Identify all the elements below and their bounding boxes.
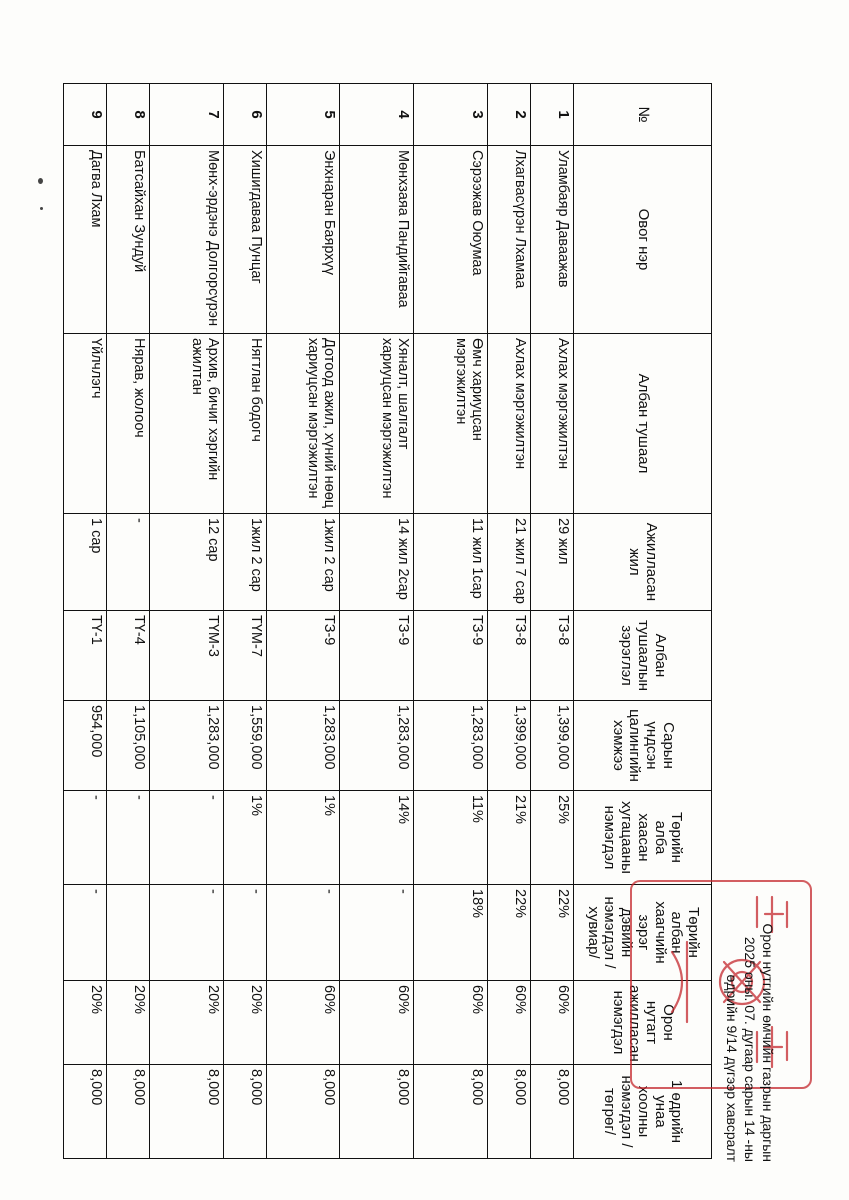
table-row xyxy=(223,84,266,1159)
cell-local-bonus: 20% xyxy=(149,981,223,1065)
header-cell: Төрийн алба хаасан хугацааны нэмэгдэл xyxy=(574,791,712,885)
cell-service-bonus: 25% xyxy=(531,791,574,885)
cell-salary: 1,283,000 xyxy=(414,701,488,791)
cell-service-bonus: 1% xyxy=(223,791,266,885)
salary-table xyxy=(63,83,712,1159)
table-body xyxy=(64,84,574,1159)
cell-service-bonus: 21% xyxy=(488,791,531,885)
cell-meal-bonus: 8,000 xyxy=(266,1065,340,1159)
header-cell: 1 өдрийн унаа хоолны нэмэгдэл /төгрөг/ xyxy=(574,1065,712,1159)
cell-position: Нярав, жолооч xyxy=(107,334,150,514)
cell-local-bonus: 60% xyxy=(340,981,414,1065)
table-row xyxy=(149,84,223,1159)
cell-name: Мөнхзаяа Пандийгаваа xyxy=(340,146,414,334)
cell-rank-bonus: 22% xyxy=(488,885,531,981)
cell-name: Мөнх-эрдэнэ Долгорсүрэн xyxy=(149,146,223,334)
cell-grade: ТҮ-1 xyxy=(64,611,107,701)
salary-table-rotated xyxy=(63,83,712,1158)
cell-meal-bonus: 8,000 xyxy=(414,1065,488,1159)
header-cell: Төрийн албан хаагчийн зэрэг дэвийн нэмэгдэл /хувиар/ xyxy=(574,885,712,981)
table-row xyxy=(531,84,574,1159)
cell-name: Уламбаяр Даваажав xyxy=(531,146,574,334)
cell-local-bonus: 20% xyxy=(64,981,107,1065)
cell-salary: 1,283,000 xyxy=(149,701,223,791)
cell-num: 1 xyxy=(531,84,574,146)
cell-local-bonus: 60% xyxy=(488,981,531,1065)
cell-meal-bonus: 8,000 xyxy=(107,1065,150,1159)
cell-years: 11 жил 1сар xyxy=(414,514,488,611)
header-cell: Ажилласан жил xyxy=(574,514,712,611)
cell-years: - xyxy=(107,514,150,611)
cell-rank-bonus: - xyxy=(64,885,107,981)
cell-position: Дотоод ажил, хүний нөөц хариуцсан мэргэжилтэн xyxy=(266,334,340,514)
cell-salary: 1,105,000 xyxy=(107,701,150,791)
header-cell: Албан тушаалын зэрэглэл xyxy=(574,611,712,701)
header-cell: Овог нэр xyxy=(574,146,712,334)
cell-num: 7 xyxy=(149,84,223,146)
cell-meal-bonus: 8,000 xyxy=(340,1065,414,1159)
cell-years: 21 жил 7 сар xyxy=(488,514,531,611)
cell-position: Өмч хариуцсан мэргэжилтэн xyxy=(414,334,488,514)
cell-service-bonus: - xyxy=(107,791,150,885)
table-row xyxy=(340,84,414,1159)
table-row xyxy=(266,84,340,1159)
cell-rank-bonus: 18% xyxy=(414,885,488,981)
cell-local-bonus: 60% xyxy=(531,981,574,1065)
header-cell: № xyxy=(574,84,712,146)
cell-local-bonus: 60% xyxy=(266,981,340,1065)
cell-meal-bonus: 8,000 xyxy=(531,1065,574,1159)
cell-grade: ТЗ-8 xyxy=(488,611,531,701)
cell-salary: 1,559,000 xyxy=(223,701,266,791)
cell-name: Сэрээжав Оюумаа xyxy=(414,146,488,334)
cell-meal-bonus: 8,000 xyxy=(488,1065,531,1159)
cell-salary: 954,000 xyxy=(64,701,107,791)
cell-local-bonus: 20% xyxy=(223,981,266,1065)
cell-grade: ТЗ-8 xyxy=(531,611,574,701)
cell-meal-bonus: 8,000 xyxy=(64,1065,107,1159)
caption-line-2: 2025 оны. 07. дугаар сарын 14 -ны xyxy=(741,936,758,1162)
cell-local-bonus: 20% xyxy=(107,981,150,1065)
cell-local-bonus: 60% xyxy=(414,981,488,1065)
scan-speck xyxy=(40,207,43,210)
cell-grade: ТЗ-9 xyxy=(266,611,340,701)
cell-num: 3 xyxy=(414,84,488,146)
cell-grade: ТЗ-9 xyxy=(340,611,414,701)
cell-years: 29 жил xyxy=(531,514,574,611)
cell-years: 1жил 2 сар xyxy=(266,514,340,611)
cell-grade: ТЗ-9 xyxy=(414,611,488,701)
cell-years: 1жил 2 сар xyxy=(223,514,266,611)
appendix-caption xyxy=(657,842,777,1162)
cell-name: Батсайхан Зундуй xyxy=(107,146,150,334)
cell-position: Архив, бичиг хэргийн ажилтан xyxy=(149,334,223,514)
cell-years: 12 сар xyxy=(149,514,223,611)
cell-num: 2 xyxy=(488,84,531,146)
table-row xyxy=(488,84,531,1159)
cell-rank-bonus: - xyxy=(266,885,340,981)
cell-rank-bonus: - xyxy=(223,885,266,981)
cell-salary: 1,399,000 xyxy=(531,701,574,791)
cell-rank-bonus: - xyxy=(149,885,223,981)
caption-line-1: Орон нутгийн өмчийн газрын даргын xyxy=(760,923,776,1162)
cell-name: Энхнаран Баярхүү xyxy=(266,146,340,334)
header-cell: Сарын үндсэн цалингийн хэмжээ xyxy=(574,701,712,791)
cell-grade: ТҮМ-7 xyxy=(223,611,266,701)
cell-num: 8 xyxy=(107,84,150,146)
cell-name: Лхагвасүрэн Лхамаа xyxy=(488,146,531,334)
cell-years: 1 сар xyxy=(64,514,107,611)
cell-service-bonus: 14% xyxy=(340,791,414,885)
table-row xyxy=(107,84,150,1159)
cell-salary: 1,399,000 xyxy=(488,701,531,791)
cell-grade: ТҮМ-3 xyxy=(149,611,223,701)
cell-rank-bonus xyxy=(107,885,150,981)
cell-num: 6 xyxy=(223,84,266,146)
cell-salary: 1,283,000 xyxy=(266,701,340,791)
table-row xyxy=(64,84,107,1159)
cell-num: 4 xyxy=(340,84,414,146)
header-cell: Албан тушаал xyxy=(574,334,712,514)
cell-name: Дагва Лхам xyxy=(64,146,107,334)
scan-speck xyxy=(38,178,43,184)
cell-rank-bonus: - xyxy=(340,885,414,981)
cell-service-bonus: 11% xyxy=(414,791,488,885)
cell-meal-bonus: 8,000 xyxy=(149,1065,223,1159)
header-cell: Орон нутагт ажилласан нэмэгдэл xyxy=(574,981,712,1065)
cell-position: Хяналт, шалгалт хариуцсан мэргэжилтэн xyxy=(340,334,414,514)
cell-num: 9 xyxy=(64,84,107,146)
cell-service-bonus: - xyxy=(149,791,223,885)
cell-position: Нягтлан бодогч xyxy=(223,334,266,514)
caption-line-3: өдрийн 9/14 дүгээр хавсралт xyxy=(723,974,740,1162)
cell-num: 5 xyxy=(266,84,340,146)
cell-service-bonus: 1% xyxy=(266,791,340,885)
cell-position: Ахлах мэргэжилтэн xyxy=(531,334,574,514)
cell-meal-bonus: 8,000 xyxy=(223,1065,266,1159)
cell-rank-bonus: 22% xyxy=(531,885,574,981)
cell-salary: 1,283,000 xyxy=(340,701,414,791)
table-row xyxy=(414,84,488,1159)
cell-grade: ТҮ-4 xyxy=(107,611,150,701)
cell-years: 14 жил 2сар xyxy=(340,514,414,611)
cell-position: Ахлах мэргэжилтэн xyxy=(488,334,531,514)
cell-position: Үйлчлэгч xyxy=(64,334,107,514)
cell-name: Хишигдаваа Пунцаг xyxy=(223,146,266,334)
cell-service-bonus: - xyxy=(64,791,107,885)
